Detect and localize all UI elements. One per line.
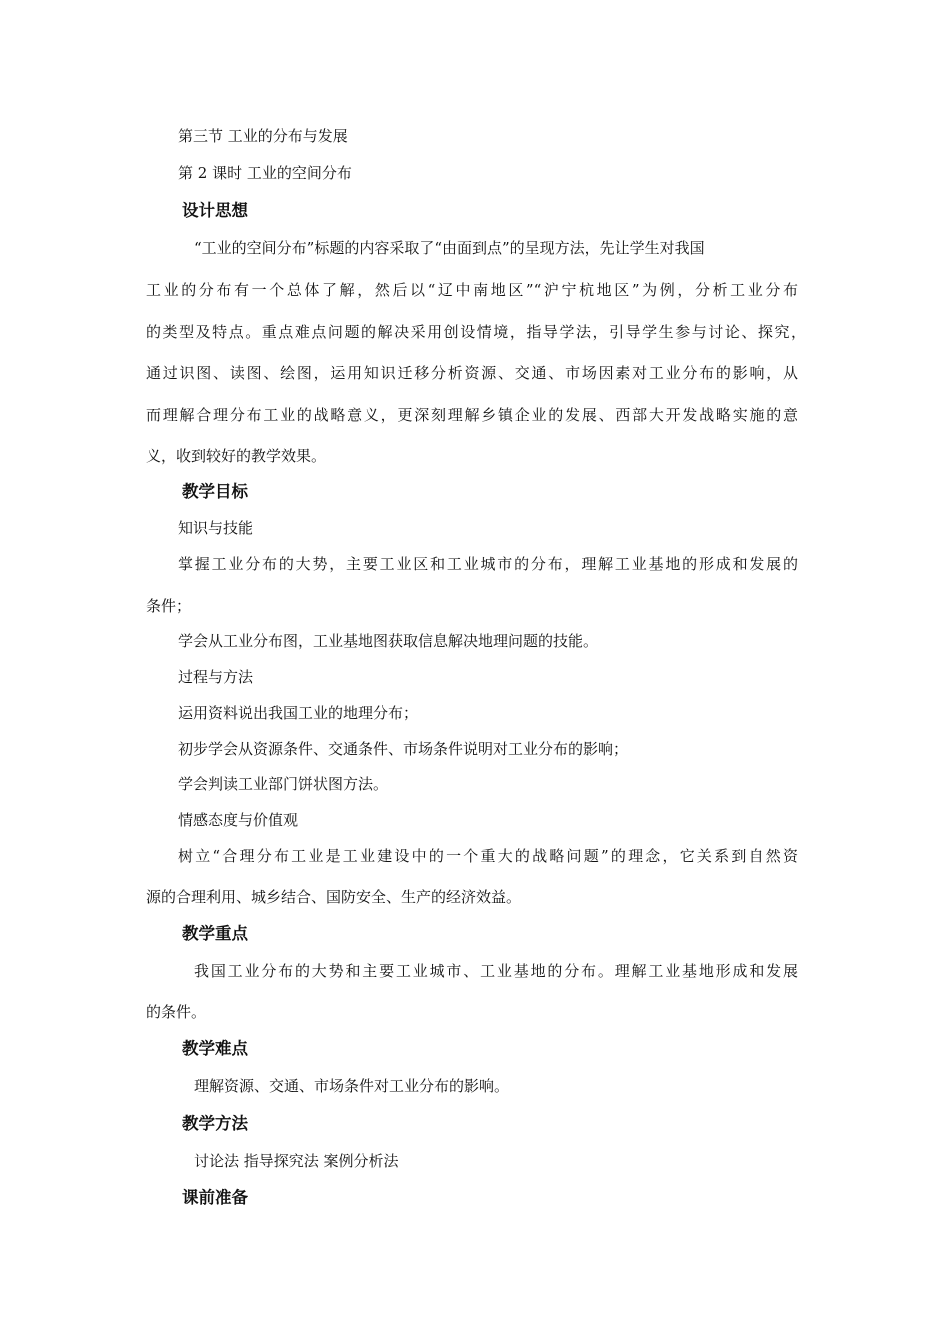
key-points-line-1: 我国工业分布的大势和主要工业城市、工业基地的分布。理解工业基地形成和发展 <box>194 962 798 980</box>
methods-heading: 教学方法 <box>182 1114 248 1133</box>
process-line-1: 运用资料说出我国工业的地理分布； <box>178 704 419 722</box>
process-label: 过程与方法 <box>178 668 254 686</box>
design-heading: 设计思想 <box>182 201 248 220</box>
key-points-line-2: 的条件。 <box>146 1003 207 1021</box>
knowledge-line-2: 条件； <box>146 597 192 615</box>
design-line-6: 义，收到较好的教学效果。 <box>146 447 327 465</box>
emotion-line-1: 树立“合理分布工业是工业建设中的一个重大的战略问题”的理念，它关系到自然资 <box>178 847 798 865</box>
design-line-2: 工业的分布有一个总体了解，然后以“辽中南地区”“沪宁杭地区”为例，分析工业分布 <box>146 281 798 299</box>
design-line-4: 通过识图、读图、绘图，运用知识迁移分析资源、交通、市场因素对工业分布的影响，从 <box>146 364 798 382</box>
key-points-heading: 教学重点 <box>182 924 248 943</box>
emotion-label: 情感态度与价值观 <box>178 811 299 829</box>
difficulties-line-1: 理解资源、交通、市场条件对工业分布的影响。 <box>194 1077 510 1095</box>
section-title: 第三节 工业的分布与发展 <box>178 127 348 145</box>
process-line-2: 初步学会从资源条件、交通条件、市场条件说明对工业分布的影响； <box>178 740 629 758</box>
knowledge-line-1: 掌握工业分布的大势，主要工业区和工业城市的分布，理解工业基地的形成和发展的 <box>178 555 798 573</box>
design-line-5: 而理解合理分布工业的战略意义，更深刻理解乡镇企业的发展、西部大开发战略实施的意 <box>146 406 798 424</box>
difficulties-heading: 教学难点 <box>182 1039 248 1058</box>
methods-line-1: 讨论法 指导探究法 案例分析法 <box>194 1152 399 1170</box>
knowledge-label: 知识与技能 <box>178 519 254 537</box>
design-line-3: 的类型及特点。重点难点问题的解决采用创设情境，指导学法，引导学生参与讨论、探究， <box>146 323 806 341</box>
design-line-1: “工业的空间分布”标题的内容采取了“由面到点”的呈现方法，先让学生对我国 <box>194 239 705 257</box>
emotion-line-2: 源的合理利用、城乡结合、国防安全、生产的经济效益。 <box>146 888 522 906</box>
process-line-3: 学会判读工业部门饼状图方法。 <box>178 775 389 793</box>
preparation-heading: 课前准备 <box>182 1188 248 1207</box>
objectives-heading: 教学目标 <box>182 482 248 501</box>
knowledge-line-3: 学会从工业分布图，工业基地图获取信息解决地理问题的技能。 <box>178 632 599 650</box>
lesson-title: 第 2 课时 工业的空间分布 <box>178 164 352 182</box>
